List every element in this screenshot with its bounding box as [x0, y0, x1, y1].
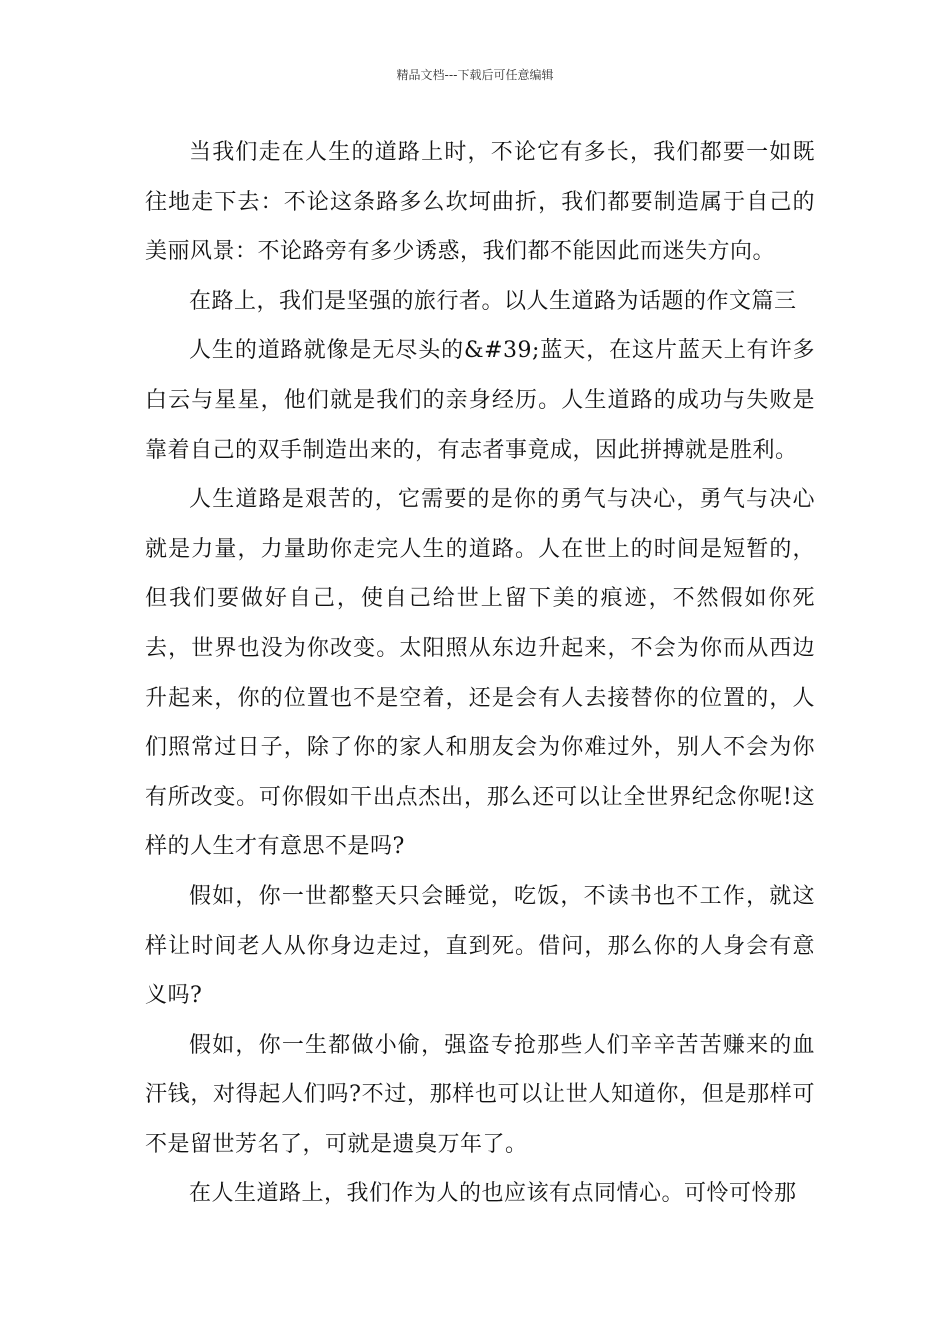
- paragraph-7: 在人生道路上，我们作为人的也应该有点同情心。可怜可怜那: [189, 1181, 797, 1207]
- paragraph-3: 人生的道路就像是无尽头的&#39;蓝天，在这片蓝天上有许多白云与星星，他们就是我们的亲身经历。人生道路的成功与失败是靠着自己的双手制造出来的，有志者事竟成，因此拼搏就是胜利。: [145, 338, 815, 463]
- page-header: 精品文档---下载后可任意编辑: [396, 68, 554, 82]
- paragraph-1: 当我们走在人生的道路上时，不论它有多长，我们都要一如既往地走下去：不论这条路多么坎坷曲折，我们都要制造属于自己的美丽风景：不论路旁有多少诱惑，我们都不能因此而迷失方向。: [145, 140, 815, 265]
- paragraph-5: 假如，你一世都整天只会睡觉，吃饭，不读书也不工作，就这样让时间老人从你身边走过，直到死。借问，那么你的人身会有意义吗?: [145, 883, 815, 1009]
- document-body: [145, 128, 815, 1219]
- paragraph-2: 在路上，我们是坚强的旅行者。以人生道路为话题的作文篇三: [189, 288, 797, 314]
- paragraph-4: 人生道路是艰苦的，它需要的是你的勇气与决心，勇气与决心就是力量，力量助你走完人生的道路。人在世上的时间是短暂的，但我们要做好自己，使自己给世上留下美的痕迹，不然假如你死去，世界也没为你改变。太阳照从东边升起来，不会为你而从西边升起来，你的位置也不是空着，还是会有人去接替你的位置的，人们照常过日子，除了你的家人和朋友会为你难过外，别人不会为你有所改变。可你假如干出点杰出，那么还可以让全世界纪念你呢!这样的人生才有意思不是吗?: [145, 487, 815, 860]
- paragraph-6: 假如，你一生都做小偷，强盗专抢那些人们辛辛苦苦赚来的血汗钱，对得起人们吗?不过，那样也可以让世人知道你，但是那样可不是留世芳名了，可就是遗臭万年了。: [145, 1032, 815, 1157]
